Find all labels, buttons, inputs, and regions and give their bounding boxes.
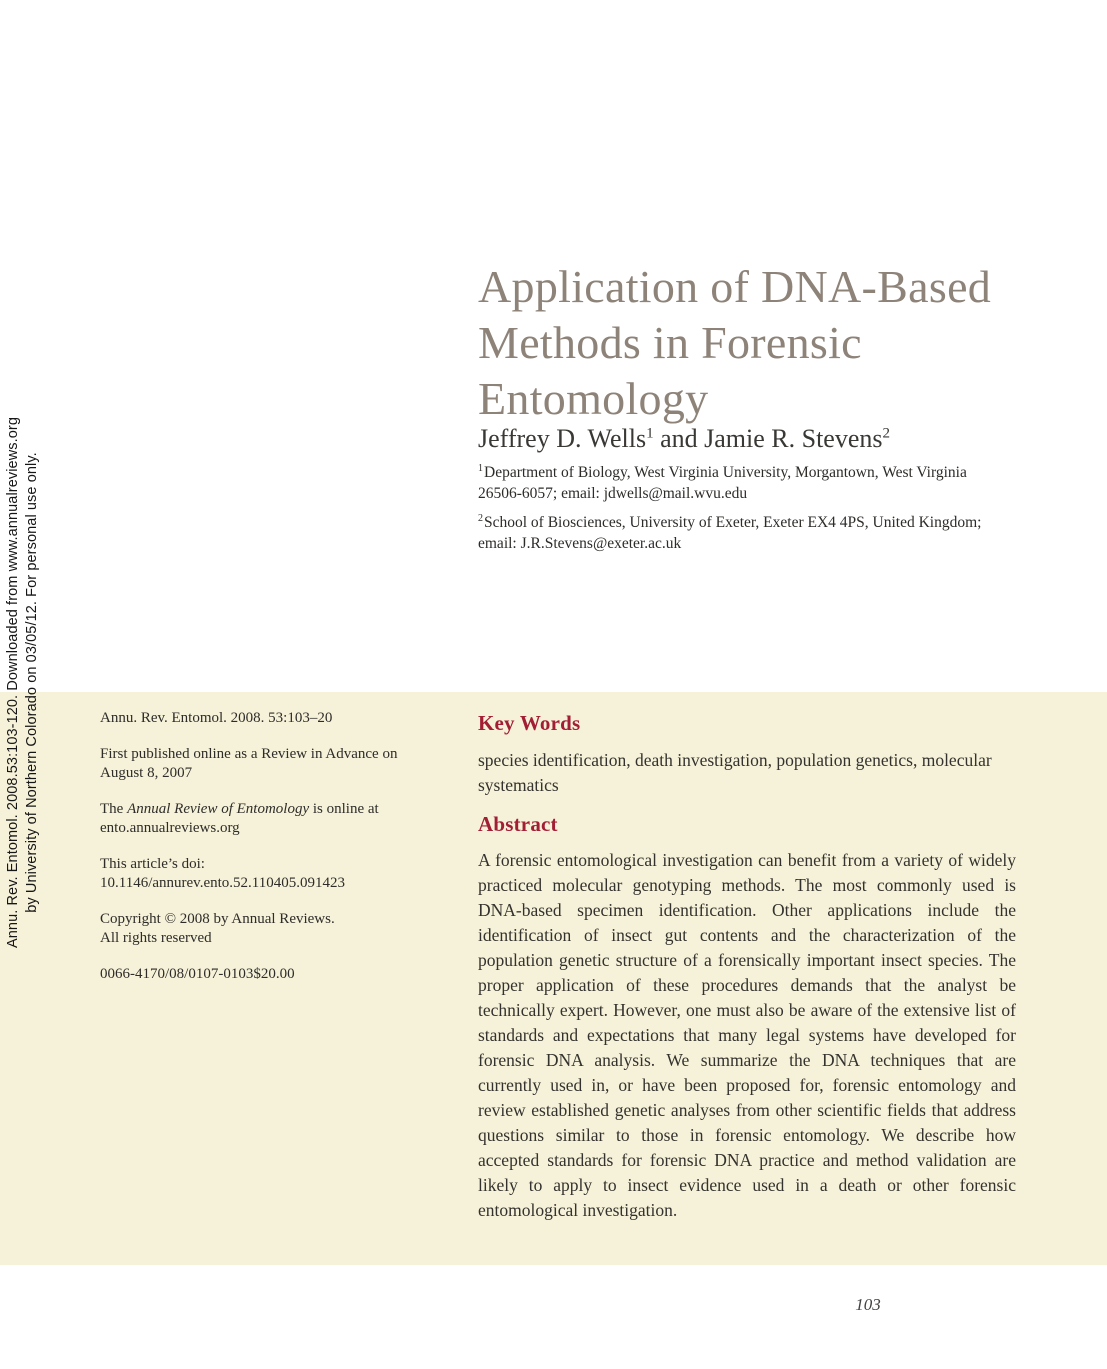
journal-citation: Annu. Rev. Entomol. 2008. 53:103–20 [100,710,333,726]
author-line [478,424,1038,454]
keywords-list: species identification, death investigation, population genetics, molecular systematics [478,750,992,795]
download-notice-line1: Annu. Rev. Entomol. 2008.53:103-120. Downloaded from www.annualreviews.org [5,416,21,949]
citation-block [100,709,432,1000]
issn-code: 0066-4170/08/0107-0103$20.00 [100,965,295,982]
download-notice-vertical [4,395,42,970]
author-connector: and [653,424,705,453]
online-availability [100,800,432,839]
doi-label: This article’s doi: [100,855,205,872]
online-suffix: is online at [309,800,379,817]
affiliation-1 [478,462,1000,504]
affiliation-1-superscript: 1 [478,462,483,474]
author-superscript-1: 1 [646,425,654,442]
online-prefix: The [100,800,128,817]
article-title: Application of DNA-Based Methods in Forensic Entomology [478,260,992,424]
affiliations-block [478,462,1000,562]
affiliation-2-superscript: 2 [478,512,483,524]
download-notice-line2: by University of Northern Colorado on 03/05/12. For personal use only. [24,452,40,913]
journal-name-italic: Annual Review of Entomology [127,800,310,817]
author-name-1: Jeffrey D. Wells [478,424,647,453]
affiliation-1-text: Department of Biology, West Virginia University, Morgantown, West Virginia 26506-6057; email: jdwells@mail.wvu.edu [478,464,967,502]
keywords-heading: Key Words [478,711,581,735]
page-number: 103 [855,1295,881,1314]
first-published-line2: August 8, 2007 [100,765,193,781]
abstract-text: A forensic entomological investigation can benefit from a variety of widely practiced molecular genotyping methods. The most commonly used is DNA-based specimen identification. Other applications include the identification of insect gut contents and the characterization of the population genetic structure of a forensically important insect species. The proper application of these procedures demands that the analyst be technically expert. However, one must also be aware of the extensive list of standards and expectations that many legal systems have developed for forensic DNA analysis. We summarize the DNA techniques that are currently used in, or have been proposed for, forensic entomology and review established genetic analyses from other scientific fields that address questions similar to those in forensic entomology. We describe how accepted standards for forensic DNA practice and method validation are likely to apply to insect evidence used in a death or other forensic entomological investigation. [478,850,1016,1220]
author-name-2: Jamie R. Stevens [704,424,883,453]
affiliation-2-text: School of Biosciences, University of Exeter, Exeter EX4 4PS, United Kingdom; email: J.R.Stevens@exeter.ac.uk [478,514,982,552]
affiliation-2 [478,512,1000,554]
first-published-line1: First published online as a Review in Advance on [100,745,398,762]
abstract-heading: Abstract [478,812,558,836]
copyright-notice [100,910,432,949]
doi-value: 10.1146/annurev.ento.52.110405.091423 [100,875,345,891]
first-published-notice [100,745,432,784]
copyright-line1: Copyright © 2008 by Annual Reviews. [100,910,335,927]
online-url: ento.annualreviews.org [100,820,240,836]
doi-notice [100,855,432,894]
author-superscript-2: 2 [882,425,890,442]
copyright-line2: All rights reserved [100,930,212,946]
keywords-abstract-column [478,712,1016,1223]
